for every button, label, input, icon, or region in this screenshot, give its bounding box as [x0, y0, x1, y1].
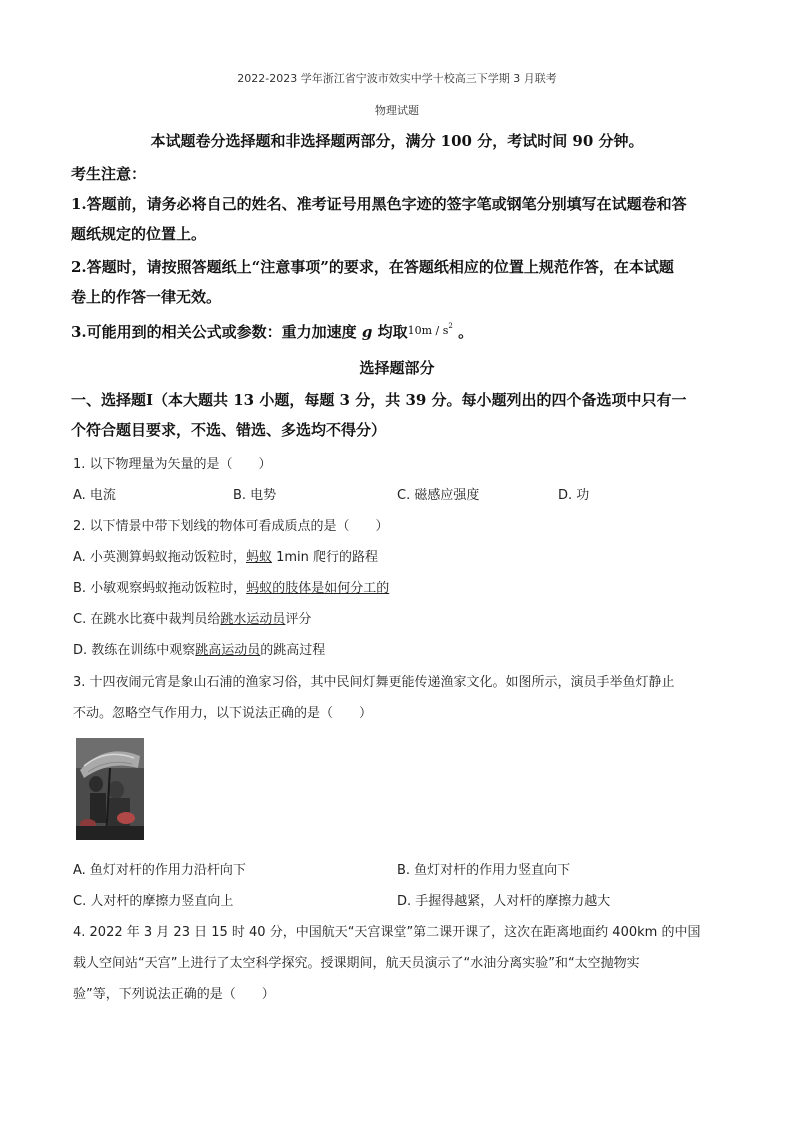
fish-lantern-photo-art: [76, 738, 144, 840]
note-3-exponent: 2: [448, 322, 453, 330]
note-3-value: 10m / s: [407, 324, 449, 337]
section-heading-line-1: 一、选择题Ⅰ（本大题共 13 小题，每题 3 分，共 39 分。每小题列出的四个备选项中只有一: [71, 391, 687, 409]
q1-option-d: D. 功: [558, 488, 590, 503]
q2-option-a-underlined: 蚂蚁: [245, 550, 272, 565]
q2-option-d: [73, 639, 325, 658]
note-3-g-symbol: g: [361, 323, 373, 341]
q1-stem: 1. 以下物理量为矢量的是（ ）: [73, 457, 272, 472]
q3-option-d: D. 手握得越紧，人对杆的摩擦力越大: [397, 894, 611, 909]
q2-stem: 2. 以下情景中带下划线的物体可看成质点的是（ ）: [73, 519, 389, 534]
exam-summary: 本试题卷分选择题和非选择题两部分，满分 100 分，考试时间 90 分钟。: [150, 132, 644, 150]
q2-option-b-underlined: 蚂蚁的肢体是如何分工的: [246, 581, 390, 596]
q2-option-c-suffix: 评分: [285, 612, 312, 627]
note-3: [71, 321, 473, 342]
q2-option-a: [73, 546, 378, 565]
q2-option-c: [73, 608, 311, 627]
q4-stem-line-2: 载人空间站“天宫”上进行了太空科学探究。授课期间，航天员演示了“水油分离实验”和“太空抛物实: [73, 956, 640, 971]
q2-option-d-underlined: 跳高运动员: [195, 643, 261, 658]
note-3-prefix: 3.可能用到的相关公式或参数：重力加速度: [71, 323, 362, 341]
q2-option-b-prefix: B. 小敏观察蚂蚁拖动饭粒时，: [73, 581, 247, 596]
q2-option-c-underlined: 跳水运动员: [220, 612, 286, 627]
section-heading-line-2: 个符合题目要求，不选、错选、多选均不得分）: [71, 421, 387, 439]
q3-option-a: A. 鱼灯对杆的作用力沿杆向下: [73, 863, 246, 878]
q3-stem-line-2: 不动。忽略空气作用力，以下说法正确的是（ ）: [73, 706, 373, 721]
notice-heading: 考生注意：: [71, 165, 147, 183]
exam-title: 2022-2023 学年浙江省宁波市效实中学十校高三下学期 3 月联考: [237, 72, 557, 85]
q1-option-a: A. 电流: [73, 488, 116, 503]
q2-option-b: [73, 577, 389, 596]
note-1-line-2: 题纸规定的位置上。: [71, 225, 207, 243]
q3-stem-line-1: 3. 十四夜闹元宵是象山石浦的渔家习俗，其中民间灯舞更能传递渔家文化。如图所示，演员手举鱼灯静止: [73, 675, 675, 690]
note-3-suffix: 。: [452, 323, 474, 341]
fish-lantern-photo: [76, 738, 144, 840]
note-2-line-2: 卷上的作答一律无效。: [71, 288, 222, 306]
q1-option-b: B. 电势: [233, 488, 277, 503]
q4-stem-line-3: 验”等，下列说法正确的是（ ）: [73, 987, 275, 1002]
q2-option-c-prefix: C. 在跳水比赛中裁判员给: [73, 612, 221, 627]
q4-stem-line-1: 4. 2022 年 3 月 23 日 15 时 40 分，中国航天“天宫课堂”第二课开课了，这次在距离地面约 400km 的中国: [73, 925, 701, 940]
q3-option-b: B. 鱼灯对杆的作用力竖直向下: [397, 863, 571, 878]
q2-option-d-prefix: D. 教练在训练中观察: [73, 643, 196, 658]
q1-option-c: C. 磁感应强度: [397, 488, 480, 503]
q3-option-c: C. 人对杆的摩擦力竖直向上: [73, 894, 234, 909]
q2-option-a-prefix: A. 小英测算蚂蚁拖动饭粒时，: [73, 550, 246, 565]
subject-title: 物理试题: [375, 104, 419, 117]
note-2-line-1: 2.答题时，请按照答题纸上“注意事项”的要求，在答题纸相应的位置上规范作答，在本试题: [71, 258, 674, 276]
section-title: 选择题部分: [359, 359, 435, 377]
note-3-mid: 均取: [372, 323, 408, 341]
q2-option-a-suffix: 1min 爬行的路程: [271, 550, 379, 565]
note-1-line-1: 1.答题前，请务必将自己的姓名、准考证号用黑色字迹的签字笔或钢笔分别填写在试题卷和答: [71, 195, 687, 213]
q2-option-d-suffix: 的跳高过程: [260, 643, 326, 658]
